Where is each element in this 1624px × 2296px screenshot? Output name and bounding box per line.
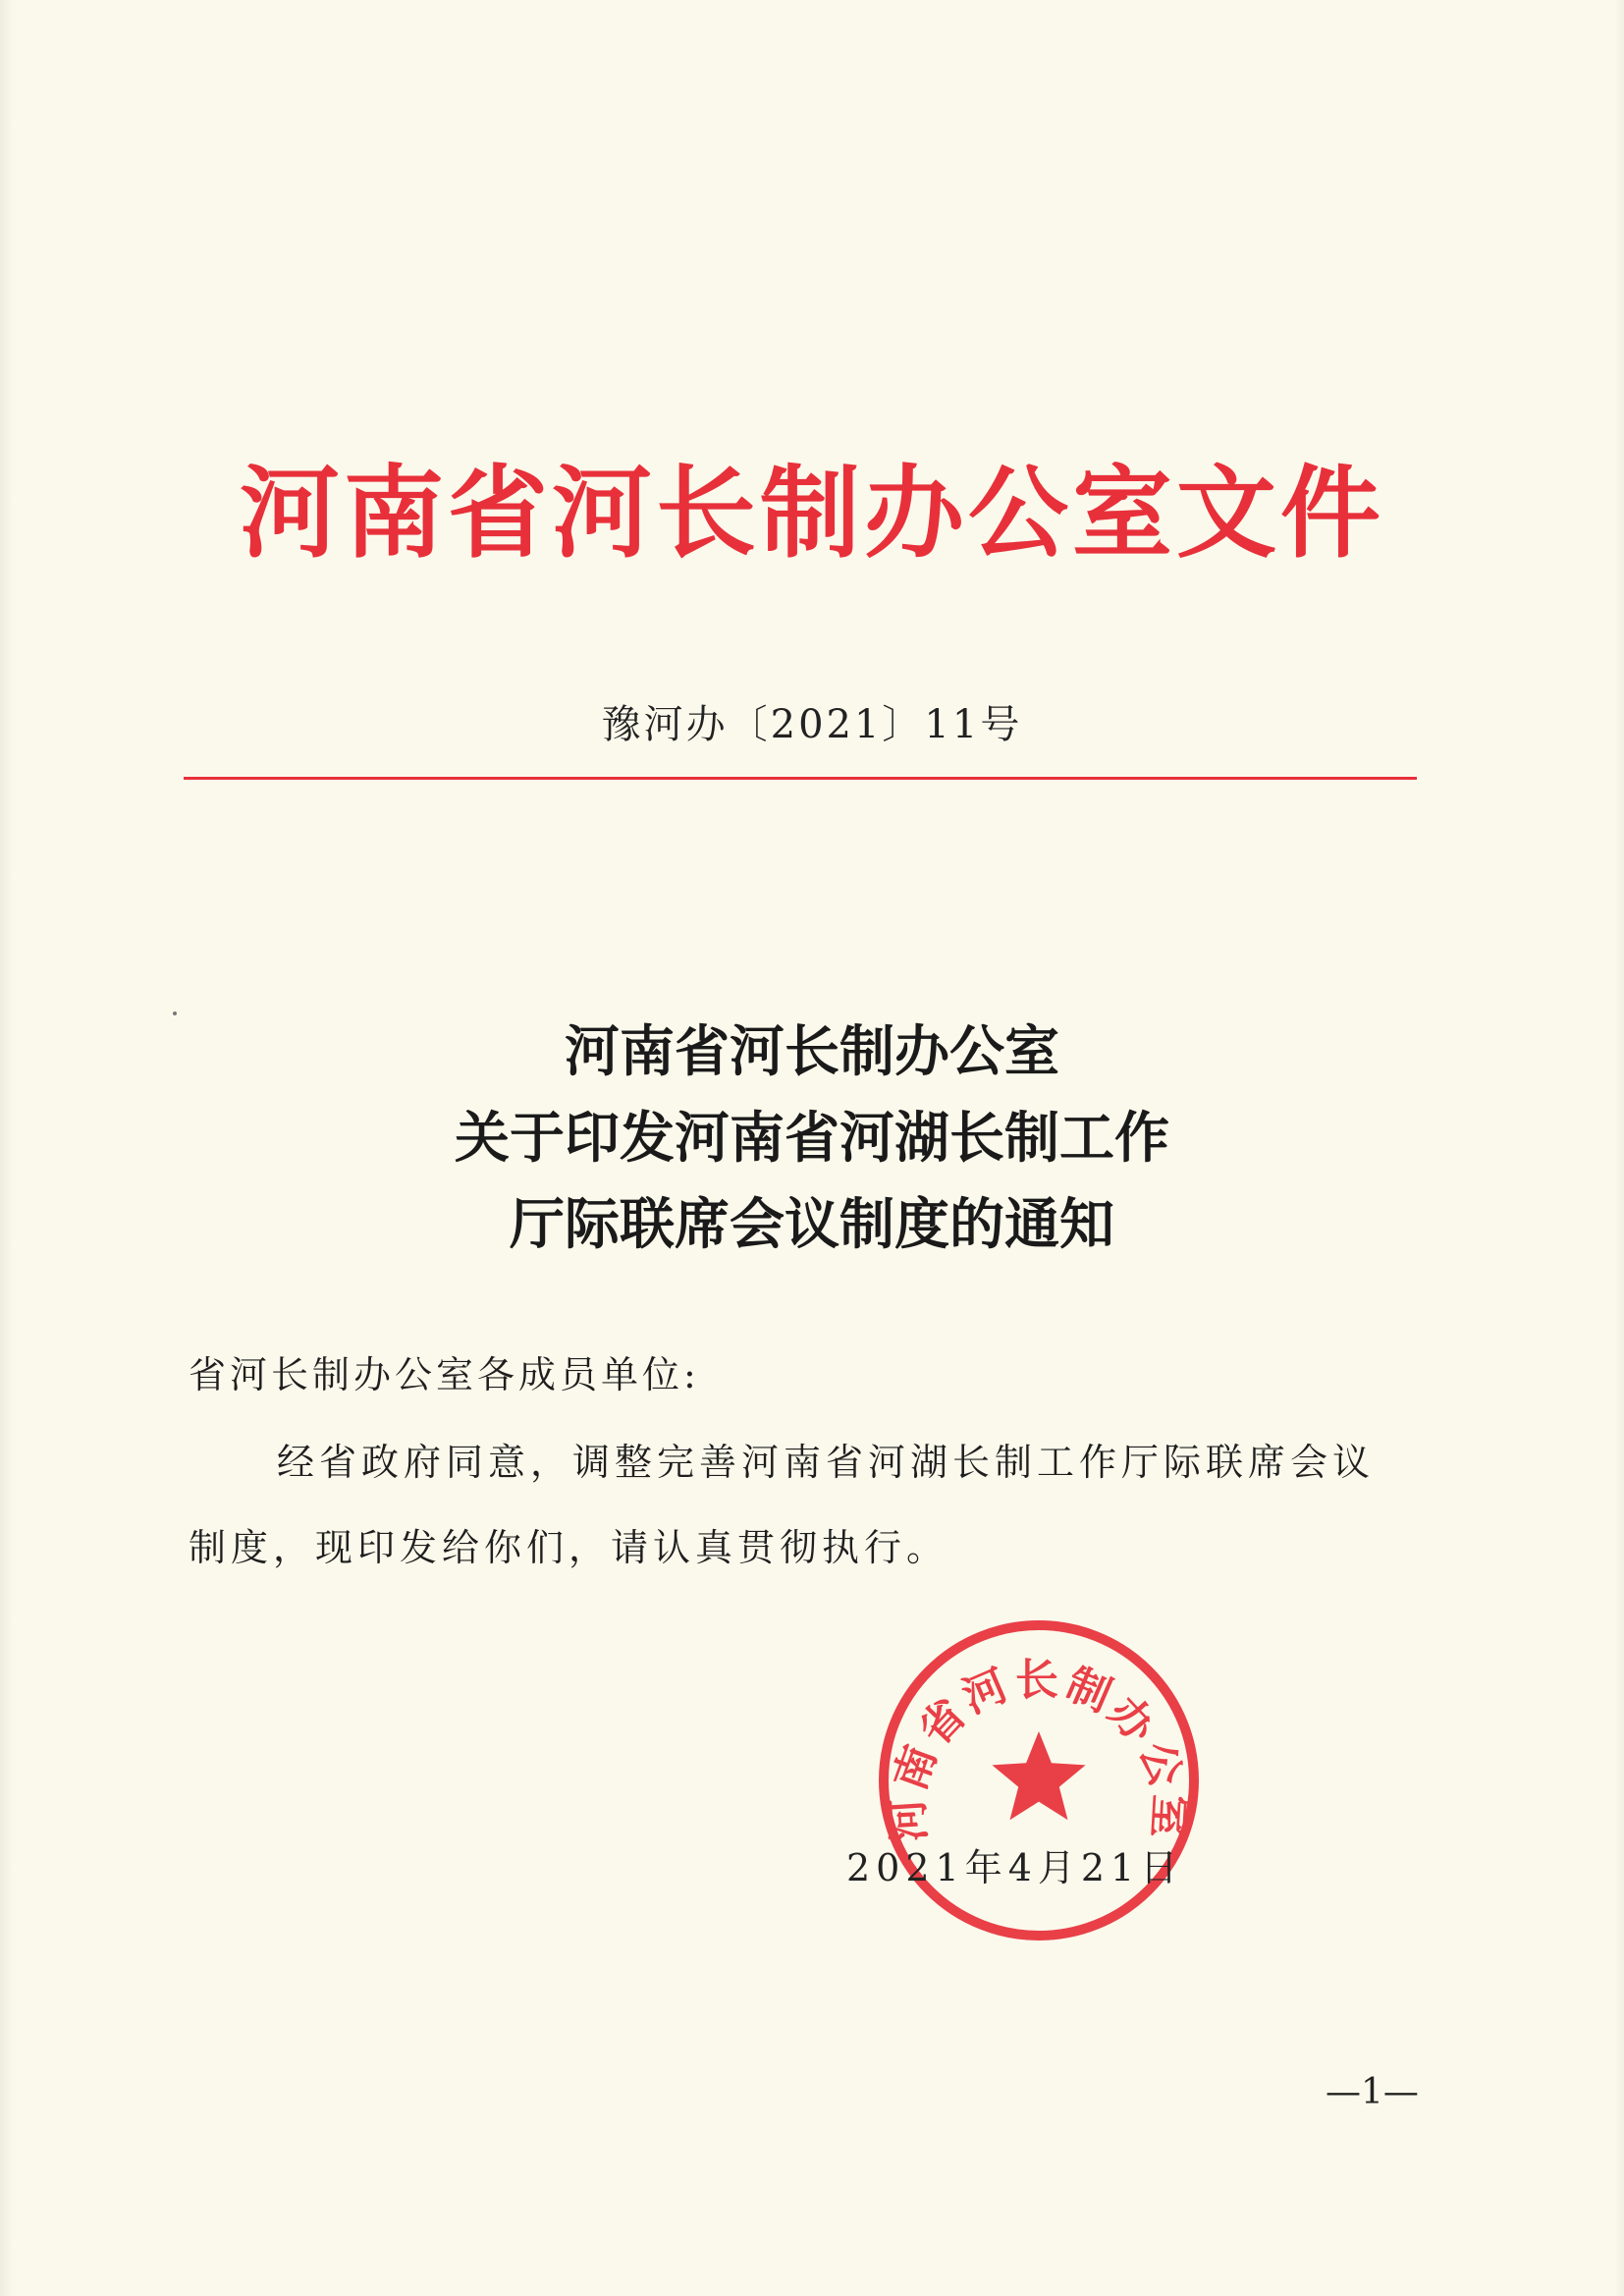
subject-line-3: 厅际联席会议制度的通知 bbox=[510, 1192, 1114, 1257]
star-icon bbox=[992, 1731, 1085, 1820]
seal-text: 河南省河长制办公室 bbox=[882, 1655, 1196, 1843]
red-divider-line bbox=[184, 777, 1417, 780]
addressee: 省河长制办公室各成员单位: bbox=[189, 1353, 700, 1396]
issuer-title: 河南省河长制办公室文件 bbox=[240, 455, 1384, 573]
body-paragraph-line-2: 制度，现印发给你们，请认真贯彻执行。 bbox=[189, 1526, 949, 1569]
subject-line-1: 河南省河长制办公室 bbox=[565, 1019, 1059, 1084]
issue-date: 2021年4月21日 bbox=[846, 1846, 1184, 1889]
document-subject bbox=[0, 1009, 1624, 1268]
document-number: 豫河办〔2021〕11号 bbox=[601, 702, 1023, 747]
subject-line-2: 关于印发河南省河湖长制工作 bbox=[455, 1106, 1169, 1171]
page-number: —1— bbox=[1326, 2072, 1419, 2112]
body-paragraph-line-1: 经省政府同意，调整完善河南省河湖长制工作厅际联席会议 bbox=[277, 1441, 1376, 1484]
